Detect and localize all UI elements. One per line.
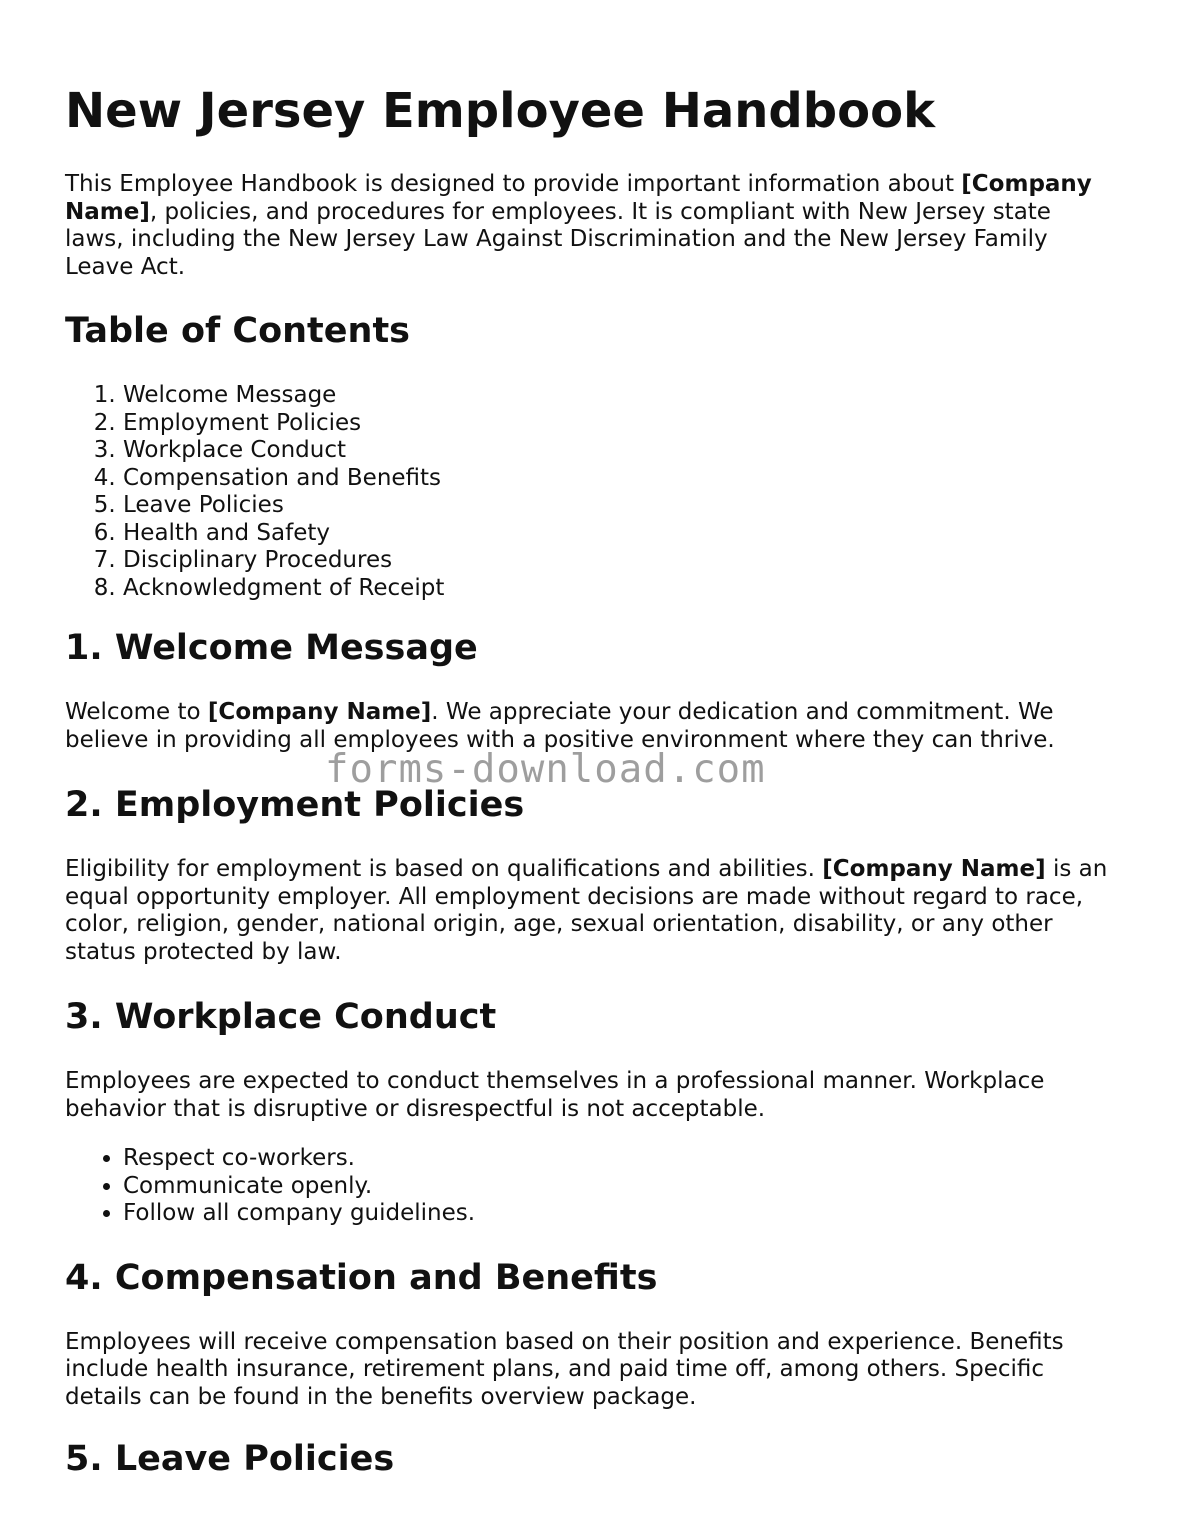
section-3-paragraph: Employees are expected to conduct themselves in a professional manner. Workplace behavior that is disruptive or disrespectful is not acceptable. [65,1068,1045,1122]
section-5-heading: 5. Leave Policies [65,1439,395,1479]
company-name-placeholder: [Company Name] [207,699,432,725]
list-item: • Respect co-workers. [123,1145,1115,1173]
section-4-paragraph: Employees will receive compensation based on their position and experience. Benefits include health insurance, retirement plans, and paid time off, among others. Specific details can be found in the benefits overview package. [65,1328,1064,1410]
toc-item: 8. Acknowledgment of Receipt [123,575,1115,603]
toc-item: 7. Disciplinary Procedures [123,547,1115,575]
toc-item: 5. Leave Policies [123,492,1115,520]
section-2-heading: 2. Employment Policies [65,785,525,825]
section-2-paragraph [65,856,1115,966]
intro-text-post: , policies, and procedures for employees. It is compliant with New Jersey state laws, including the New Jersey Law Against Discrimination and the New Jersey Family Leave Act. [65,198,1051,280]
section-2-text-post: is an equal opportunity employer. All employment decisions are made without regard to race, color, religion, gender, national origin, age, sexual orientation, disability, or any other status protected by law. [65,856,1108,965]
section-3-heading: 3. Workplace Conduct [65,997,497,1037]
list-item: • Communicate openly. [123,1173,1115,1201]
toc-item: 3. Workplace Conduct [123,437,1115,465]
company-name-placeholder: [Company Name] [822,856,1046,882]
section-1-text-pre: Welcome to [65,699,208,725]
toc-item: 6. Health and Safety [123,520,1115,548]
conduct-list [65,1145,1115,1228]
page-title: New Jersey Employee Handbook [65,83,936,139]
document-page [65,0,1115,1480]
intro-text-pre: This Employee Handbook is designed to provide important information about [65,171,962,197]
section-1-paragraph [65,699,1115,754]
toc-item: 1. Welcome Message [123,382,1115,410]
toc-list [65,382,1115,602]
toc-heading: Table of Contents [65,311,411,351]
list-item: • Follow all company guidelines. [123,1200,1115,1228]
watermark: forms-download.com [325,747,766,792]
intro-paragraph [65,171,1115,281]
company-name-placeholder: [Company Name] [65,171,1092,225]
section-4-heading: 4. Compensation and Benefits [65,1257,658,1298]
section-1-heading: 1. Welcome Message [65,628,478,668]
section-1-text-post: . We appreciate your dedication and commitment. We believe in providing all employees with a positive environment where they can thrive. [65,699,1055,753]
toc-item: 2. Employment Policies [123,410,1115,438]
toc-item: 4. Compensation and Benefits [123,465,1115,493]
section-2-text-pre: Eligibility for employment is based on qualifications and abilities. [65,856,823,882]
